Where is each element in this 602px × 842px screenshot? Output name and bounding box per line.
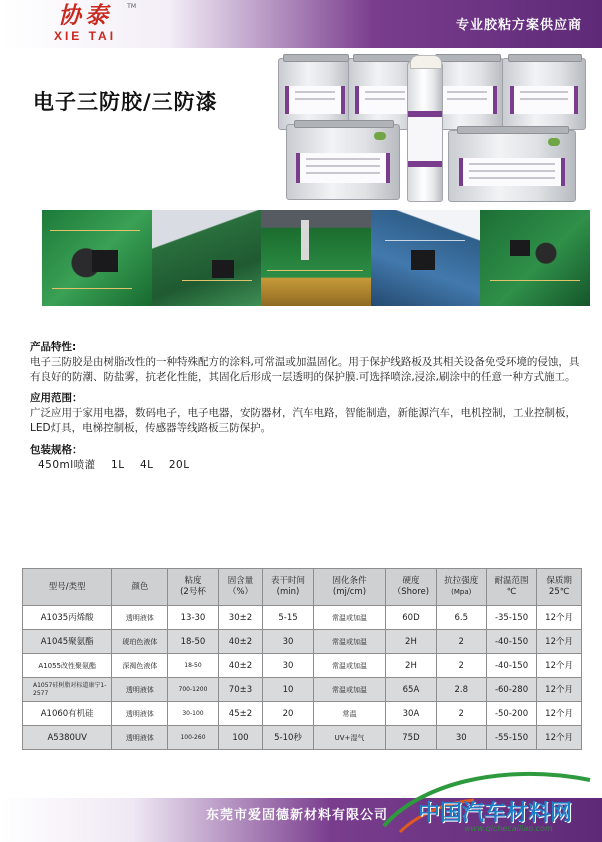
company-name: 东莞市爱固德新材料有限公司 [206, 808, 389, 823]
table-header: 粘度 (2号杯 [168, 569, 218, 606]
cell-model: A1057硅树脂对标道康宁1-2577 [23, 678, 112, 702]
cell-hardness: 60D [386, 606, 436, 630]
cell-solid: 100 [218, 726, 263, 750]
watermark-logo [378, 766, 594, 838]
cell-cure: 常温或加温 [313, 654, 386, 678]
cell-shelf: 12个月 [537, 630, 582, 654]
logo-english-text: XIE TAI [53, 29, 117, 43]
table-row [23, 630, 582, 654]
cell-tensile: 2 [436, 702, 486, 726]
cell-color: 透明液体 [112, 678, 168, 702]
logo-chinese-text: 协泰 [58, 2, 112, 29]
cell-color: 深褐色液体 [112, 654, 168, 678]
cell-temp: -40-150 [486, 630, 536, 654]
table-header: 保质期 25℃ [537, 569, 582, 606]
cell-solid: 40±2 [218, 654, 263, 678]
cell-cure: 常温或加温 [313, 630, 386, 654]
cell-model: A1045聚氨酯 [23, 630, 112, 654]
logo-trademark: TM [127, 3, 136, 10]
cell-dry-time: 5-15 [263, 606, 313, 630]
cell-model: A5380UV [23, 726, 112, 750]
packaging-heading: 包装规格： [30, 444, 83, 456]
features-body: 电子三防胶是由树脂改性的一种特殊配方的涂料,可常温或加温固化。用于保护线路板及其相关设备免受环境的侵蚀，具有良好的防潮、防盐雾，抗老化性能，其固化后形成一层透明的保护膜.可选择喷涂,浸涂,刷涂中的任意一种方式施工。 [30, 356, 580, 383]
applications-section [30, 391, 582, 436]
cell-solid: 70±3 [218, 678, 263, 702]
dispensing-photo [261, 210, 371, 306]
table-header: 抗拉强度 (Mpa) [436, 569, 486, 606]
cell-viscosity: 13-30 [168, 606, 218, 630]
cell-viscosity: 100-260 [168, 726, 218, 750]
cell-cure: 常温 [313, 702, 386, 726]
cell-cure: 常温或加温 [313, 678, 386, 702]
page-title: 电子三防胶/三防漆 [33, 90, 218, 114]
cell-temp: -55-150 [486, 726, 536, 750]
header-slogan: 专业胶粘方案供应商 [455, 18, 582, 33]
spray-coating-photo [152, 210, 262, 306]
table-header: 固含量 （%） [218, 569, 263, 606]
table-header: 硬度 （Shore) [386, 569, 436, 606]
cell-tensile: 2 [436, 654, 486, 678]
cell-solid: 40±2 [218, 630, 263, 654]
cell-shelf: 12个月 [537, 654, 582, 678]
cell-hardness: 75D [386, 726, 436, 750]
cell-shelf: 12个月 [537, 726, 582, 750]
cell-color: 透明液体 [112, 702, 168, 726]
cell-tensile: 30 [436, 726, 486, 750]
packaging-section [30, 443, 582, 473]
cell-model: A1055改性聚氨酯 [23, 654, 112, 678]
product-can [286, 124, 400, 200]
cell-color: 透明液体 [112, 606, 168, 630]
table-row [23, 726, 582, 750]
cell-dry-time: 5-10秒 [263, 726, 313, 750]
cell-temp: -60-280 [486, 678, 536, 702]
product-can [448, 130, 576, 202]
table-row [23, 606, 582, 630]
watermark-text: 中国汽车材料网 [418, 801, 573, 826]
table-header: 固化条件 (mj/cm) [313, 569, 386, 606]
cell-cure: UV+湿气 [313, 726, 386, 750]
table-row [23, 678, 582, 702]
cell-cure: 常温或加温 [313, 606, 386, 630]
cell-solid: 45±2 [218, 702, 263, 726]
cell-color: 琥珀色液体 [112, 630, 168, 654]
table-header: 颜色 [112, 569, 168, 606]
pcb-photo [42, 210, 152, 306]
cell-model: A1035丙烯酸 [23, 606, 112, 630]
spray-can [407, 60, 443, 202]
cell-shelf: 12个月 [537, 678, 582, 702]
packaging-item: 1L [111, 459, 125, 471]
spec-table [22, 568, 582, 750]
packaging-item: 20L [168, 459, 190, 471]
cell-temp: -35-150 [486, 606, 536, 630]
table-row [23, 702, 582, 726]
cell-shelf: 12个月 [537, 702, 582, 726]
applications-body: 广泛应用于家用电器，数码电子，电子电器，安防器材，汽车电路，智能制造，新能源汽车，电机控制，工业控制板，LED灯具，电梯控制板，传感器等线路板三防保护。 [30, 407, 576, 434]
cell-dry-time: 10 [263, 678, 313, 702]
cell-viscosity: 700-1200 [168, 678, 218, 702]
cell-tensile: 2 [436, 630, 486, 654]
cell-temp: -50-200 [486, 702, 536, 726]
table-header: 型号/类型 [23, 569, 112, 606]
cell-dry-time: 30 [263, 630, 313, 654]
cell-hardness: 65A [386, 678, 436, 702]
product-can [502, 58, 586, 130]
applications-heading: 应用范围： [30, 392, 83, 404]
cell-temp: -40-150 [486, 654, 536, 678]
table-header: 表干时间 (min) [263, 569, 313, 606]
watermark-url: www.qichecailiao.com [464, 824, 553, 833]
cell-model: A1060有机硅 [23, 702, 112, 726]
cell-hardness: 30A [386, 702, 436, 726]
cell-tensile: 6.5 [436, 606, 486, 630]
features-section [30, 340, 582, 385]
application-photo-strip [42, 210, 590, 306]
cell-hardness: 2H [386, 654, 436, 678]
cell-viscosity: 30-100 [168, 702, 218, 726]
control-board-photo [480, 210, 590, 306]
cell-viscosity: 18-50 [168, 630, 218, 654]
cell-viscosity: 18-50 [168, 654, 218, 678]
xietai-logo [40, 2, 136, 45]
table-header: 耐温范围 ℃ [486, 569, 536, 606]
product-photo [272, 52, 592, 202]
packaging-item: 450ml喷灌 [38, 459, 96, 471]
cell-color: 透明液体 [112, 726, 168, 750]
packaging-item: 4L [139, 459, 154, 471]
cell-shelf: 12个月 [537, 606, 582, 630]
table-row [23, 654, 582, 678]
table-header-row [23, 569, 582, 606]
packaging-list [30, 458, 582, 473]
features-heading: 产品特性: [30, 341, 77, 353]
cell-dry-time: 30 [263, 654, 313, 678]
cell-dry-time: 20 [263, 702, 313, 726]
blue-pcb-photo [371, 210, 481, 306]
cell-hardness: 2H [386, 630, 436, 654]
cell-tensile: 2.8 [436, 678, 486, 702]
cell-solid: 30±2 [218, 606, 263, 630]
